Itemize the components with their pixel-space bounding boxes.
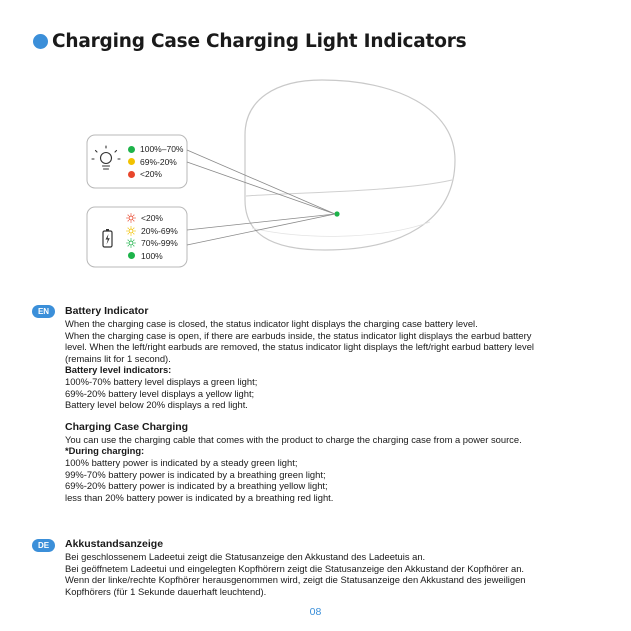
page-number: 08 xyxy=(309,606,322,618)
legend-row xyxy=(126,212,178,225)
body-line: Bei geöffnetem Ladeetui und eingelegten Kopfhörern zeigt die Statusanzeige den Akkustand der Kopfhörer an. xyxy=(65,562,525,574)
body-line: level. When the left/right earbuds are removed, the status indicator light displays the left/right earbud battery level xyxy=(65,341,535,353)
language-badge-en: EN xyxy=(32,305,55,318)
subheading: *During charging: xyxy=(65,445,145,457)
body-line: Kopfhörers (für 1 Sekunde dauerhaft leuchtend). xyxy=(65,585,267,597)
section-heading: Akkustandsanzeige xyxy=(65,538,164,550)
legend-row xyxy=(126,225,178,238)
body-line: Bei geschlossenem Ladeetui zeigt die Statusanzeige den Akkustand des Ladeetuis an. xyxy=(65,551,426,562)
body-line: Wenn der linke/rechte Kopfhörer herausgenommen wird, zeigt die Statusanzeige den Akkustand des jeweiligen xyxy=(65,574,526,586)
red-dot-icon xyxy=(128,171,135,178)
case-indicator-light xyxy=(334,211,339,216)
section-heading: Battery Indicator xyxy=(65,305,149,317)
legend-row xyxy=(126,250,178,263)
body-line: (remains lit for 1 second). xyxy=(65,352,171,364)
language-badge-de: DE xyxy=(32,539,55,552)
green-breathing-light-icon xyxy=(126,238,136,248)
body-line: You can use the charging cable that comes with the product to charge the charging case from a power source. xyxy=(65,433,522,445)
legend-label: 20%-69% xyxy=(141,225,178,236)
body-line: When the charging case is closed, the status indicator light displays the charging case battery level. xyxy=(65,318,478,329)
en-section xyxy=(65,305,600,503)
body-line: Battery level below 20% displays a red light. xyxy=(65,399,248,411)
green-dot-icon xyxy=(128,252,135,259)
legend-row xyxy=(128,156,183,169)
legend-label: 100%–70% xyxy=(140,144,184,155)
legend-row xyxy=(128,168,183,181)
legend-battery-levels xyxy=(128,143,183,181)
body-line: less than 20% battery power is indicated by a breathing red light. xyxy=(65,491,334,503)
yellow-dot-icon xyxy=(128,158,135,165)
body-line: 100%-70% battery level displays a green light; xyxy=(65,375,258,387)
legend-label: 69%-20% xyxy=(140,156,177,167)
body-line: 99%-70% battery power is indicated by a breathing green light; xyxy=(65,468,326,480)
body-line: 100% battery power is indicated by a steady green light; xyxy=(65,456,298,468)
subheading: Battery level indicators: xyxy=(65,364,172,376)
de-section xyxy=(65,538,600,597)
body-line: When the charging case is open, if there are earbuds inside, the status indicator light displays the earbud battery xyxy=(65,329,532,341)
green-dot-icon xyxy=(128,146,135,153)
red-breathing-light-icon xyxy=(126,213,136,223)
page-title: Charging Case Charging Light Indicators xyxy=(52,30,467,52)
legend-label: <20% xyxy=(141,213,163,224)
legend-label: 70%-99% xyxy=(141,238,178,249)
legend-charging-states xyxy=(126,212,178,262)
body-line: 69%-20% battery level displays a yellow light; xyxy=(65,387,255,399)
body-line: 69%-20% battery power is indicated by a breathing yellow light; xyxy=(65,480,328,492)
legend-label: 100% xyxy=(141,250,163,261)
legend-row xyxy=(128,143,183,156)
yellow-breathing-light-icon xyxy=(126,226,136,236)
legend-label: <20% xyxy=(140,169,162,180)
legend-row xyxy=(126,237,178,250)
section-heading: Charging Case Charging xyxy=(65,420,189,433)
charging-case-illustration xyxy=(0,0,631,300)
